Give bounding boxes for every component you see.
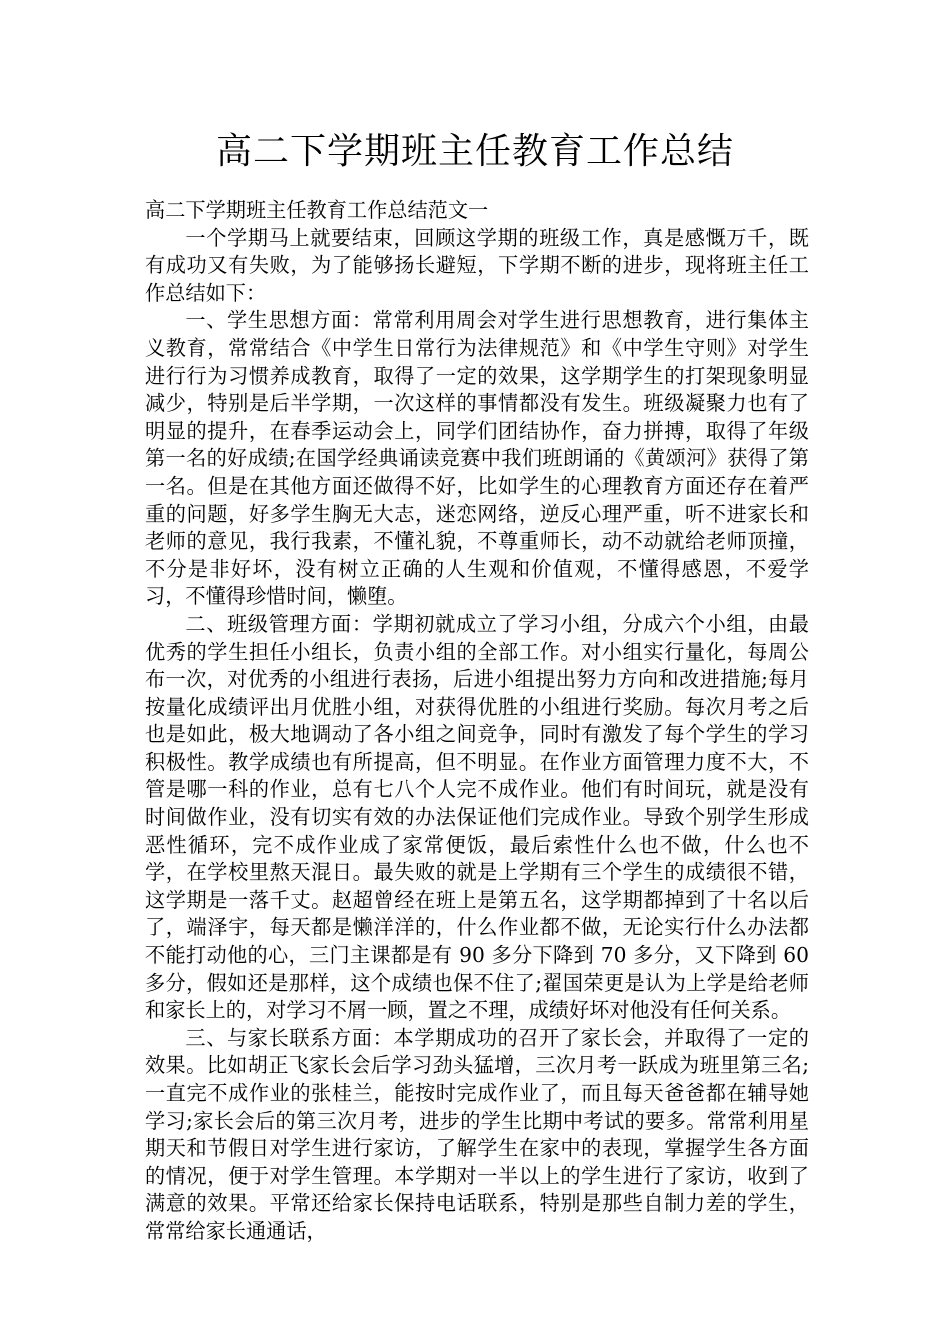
- paragraph-parent-contact: 三、与家长联系方面：本学期成功的召开了家长会，并取得了一定的效果。比如胡正飞家长会后学习劲头猛增，三次月考一跃成为班里第三名;一直完不成作业的张桂兰，能按时完成作业了，而且每天爸爸都在辅导她学习;家长会后的第三次月考，进步的学生比期中考试的要多。常常利用星期天和节假日对学生进行家访，了解学生在家中的表现，掌握学生各方面的情况，便于对学生管理。本学期对一半以上的学生进行了家访，收到了满意的效果。平常还给家长保持电话联系，特别是那些自制力差的学生，常常给家长通通话，: [145, 1025, 809, 1243]
- document-subtitle: 高二下学期班主任教育工作总结范文一: [145, 198, 489, 222]
- paragraph-student-thinking: 一、学生思想方面：常常利用周会对学生进行思想教育，进行集体主义教育，常常结合《中学生日常行为法律规范》和《中学生守则》对学生进行行为习惯养成教育，取得了一定的效果，这学期学生的打架现象明显减少，特别是后半学期，一次这样的事情都没有发生。班级凝聚力也有了明显的提升，在春季运动会上，同学们团结协作，奋力拼搏，取得了年级第一名的好成绩;在国学经典诵读竞赛中我们班朗诵的《黄颂河》获得了第一名。但是在其他方面还做得不好，比如学生的心理教育方面还存在着严重的问题，好多学生胸无大志，迷恋网络，逆反心理严重，听不进家长和老师的意见，我行我素，不懂礼貌，不尊重师长，动不动就给老师顶撞，不分是非好坏，没有树立正确的人生观和价值观，不懂得感恩，不爱学习，不懂得珍惜时间，懒堕。: [145, 308, 809, 609]
- document-title: 高二下学期班主任教育工作总结: [215, 131, 734, 172]
- paragraph-intro: 一个学期马上就要结束，回顾这学期的班级工作，真是感慨万千，既有成功又有失败，为了能够扬长避短，下学期不断的进步，现将班主任工作总结如下：: [145, 225, 809, 305]
- paragraph-class-management: 二、班级管理方面：学期初就成立了学习小组，分成六个小组，由最优秀的学生担任小组长，负责小组的全部工作。对小组实行量化，每周公布一次，对优秀的小组进行表扬，后进小组提出努力方向和改进措施;每月按量化成绩评出月优胜小组，对获得优胜的小组进行奖励。每次月考之后也是如此，极大地调动了各小组之间竞争，同时有激发了每个学生的学习积极性。教学成绩也有所提高，但不明显。在作业方面管理力度不大，不管是哪一科的作业，总有七八个人完不成作业。他们有时间玩，就是没有时间做作业，没有切实有效的办法保证他们完成作业。导致个别学生形成恶性循环，完不成作业成了家常便饭，最后索性什么也不做，什么也不学，在学校里熬天混日。最失败的就是上学期有三个学生的成绩很不错，这学期是一落千丈。赵超曾经在班上是第五名，这学期都掉到了十名以后了，端泽宇，每天都是懒洋洋的，什么作业都不做，无论实行什么办法都不能打动他的心，三门主课都是有 90 多分下降到 70 多分，又下降到 60 多分，假如还是那样，这个成绩也保不住了;翟国荣更是认为上学是给老师和家长上的，对学习不屑一顾，置之不理，成绩好坏对他没有任何关系。: [145, 611, 809, 1023]
- document-body: [145, 197, 809, 1246]
